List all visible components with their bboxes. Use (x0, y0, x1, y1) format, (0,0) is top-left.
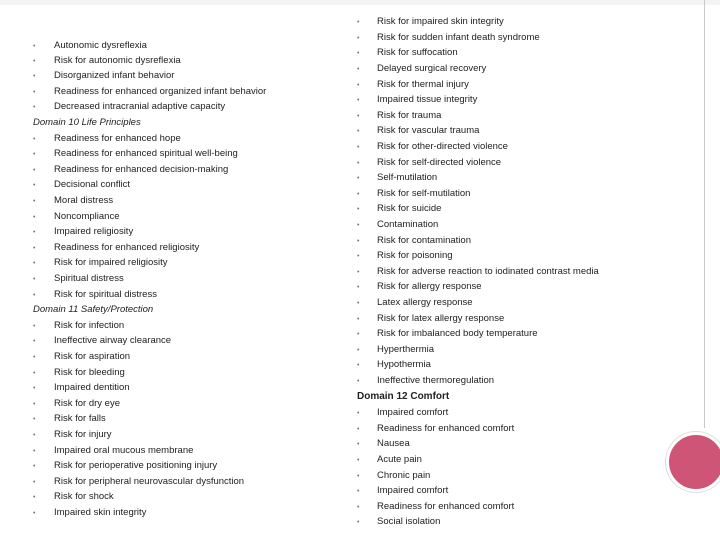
bullet-icon: • (357, 299, 360, 307)
list-item: Social isolation (377, 516, 441, 527)
domain-11-heading: Domain 11 Safety/Protection (33, 304, 154, 315)
bullet-icon: • (357, 377, 360, 385)
bullet-icon: • (357, 81, 360, 89)
bullet-icon: • (33, 135, 36, 143)
list-item: Risk for suicide (377, 203, 442, 214)
bullet-icon: • (357, 503, 360, 511)
bullet-icon: • (33, 384, 36, 392)
list-item: Risk for latex allergy response (377, 313, 505, 324)
list-item: Risk for impaired skin integrity (377, 16, 504, 27)
decorative-circle (666, 432, 720, 492)
list-item: Readiness for enhanced religiosity (54, 242, 200, 253)
bullet-icon: • (33, 166, 36, 174)
list-item: Readiness for enhanced comfort (377, 501, 515, 512)
bullet-icon: • (33, 493, 36, 501)
bullet-icon: • (33, 431, 36, 439)
list-item: Readiness for enhanced organized infant behavior (54, 86, 267, 97)
list-item: Risk for infection (54, 320, 125, 331)
bullet-icon: • (357, 315, 360, 323)
list-item: Risk for sudden infant death syndrome (377, 32, 540, 43)
bullet-icon: • (357, 143, 360, 151)
bullet-icon: • (357, 34, 360, 42)
bullet-icon: • (33, 337, 36, 345)
list-item: Risk for adverse reaction to iodinated contrast media (377, 266, 599, 277)
list-item: Impaired religiosity (54, 226, 134, 237)
list-item: Chronic pain (377, 470, 431, 481)
list-item: Risk for aspiration (54, 351, 131, 362)
list-item: Impaired tissue integrity (377, 94, 478, 105)
bullet-icon: • (357, 518, 360, 526)
list-item: Risk for shock (54, 491, 114, 502)
bullet-icon: • (357, 472, 360, 480)
list-item: Risk for allergy response (377, 281, 482, 292)
list-item: Ineffective airway clearance (54, 335, 172, 346)
list-item: Risk for suffocation (377, 47, 458, 58)
list-item: Readiness for enhanced spiritual well-being (54, 148, 238, 159)
list-item: Autonomic dysreflexia (54, 40, 147, 51)
list-item: Risk for dry eye (54, 398, 120, 409)
bullet-icon: • (33, 369, 36, 377)
bullet-icon: • (357, 425, 360, 433)
bullet-icon: • (33, 291, 36, 299)
list-item: Risk for impaired religiosity (54, 257, 168, 268)
bullet-icon: • (33, 509, 36, 517)
bullet-icon: • (33, 462, 36, 470)
list-item: Impaired comfort (377, 485, 449, 496)
list-item: Risk for self-directed violence (377, 157, 502, 168)
list-item: Readiness for enhanced hope (54, 133, 181, 144)
list-item: Hyperthermia (377, 344, 435, 355)
bullet-icon: • (33, 72, 36, 80)
bullet-icon: • (357, 440, 360, 448)
list-item: Readiness for enhanced comfort (377, 423, 515, 434)
bullet-icon: • (357, 174, 360, 182)
list-item: Readiness for enhanced decision-making (54, 164, 229, 175)
list-item: Risk for vascular trauma (377, 125, 480, 136)
list-item: Risk for trauma (377, 110, 442, 121)
list-item: Risk for autonomic dysreflexia (54, 55, 181, 66)
list-item: Risk for imbalanced body temperature (377, 328, 538, 339)
right-divider-line (704, 0, 705, 428)
bullet-icon: • (33, 322, 36, 330)
list-item: Impaired skin integrity (54, 507, 147, 518)
bullet-icon: • (33, 244, 36, 252)
bullet-icon: • (33, 42, 36, 50)
bullet-icon: • (357, 190, 360, 198)
bullet-icon: • (357, 112, 360, 120)
list-item: Risk for perioperative positioning injury (54, 460, 218, 471)
list-item: Risk for bleeding (54, 367, 125, 378)
list-item: Risk for peripheral neurovascular dysfunction (54, 476, 245, 487)
bullet-icon: • (357, 221, 360, 229)
list-item: Risk for spiritual distress (54, 289, 157, 300)
bullet-icon: • (33, 213, 36, 221)
list-item: Moral distress (54, 195, 114, 206)
list-item: Impaired oral mucous membrane (54, 445, 194, 456)
bullet-icon: • (33, 150, 36, 158)
list-item: Delayed surgical recovery (377, 63, 487, 74)
bullet-icon: • (357, 159, 360, 167)
bullet-icon: • (357, 456, 360, 464)
bullet-icon: • (33, 415, 36, 423)
bullet-icon: • (33, 447, 36, 455)
bullet-icon: • (357, 361, 360, 369)
bullet-icon: • (33, 197, 36, 205)
bullet-icon: • (357, 409, 360, 417)
list-item: Noncompliance (54, 211, 120, 222)
domain-10-heading: Domain 10 Life Principles (33, 117, 141, 128)
list-item: Impaired comfort (377, 407, 449, 418)
list-item: Self-mutilation (377, 172, 438, 183)
bullet-icon: • (357, 49, 360, 57)
list-item: Risk for contamination (377, 235, 471, 246)
bullet-icon: • (33, 181, 36, 189)
bullet-icon: • (33, 353, 36, 361)
list-item: Risk for injury (54, 429, 112, 440)
list-item: Impaired dentition (54, 382, 130, 393)
bullet-icon: • (33, 103, 36, 111)
bullet-icon: • (33, 478, 36, 486)
list-item: Ineffective thermoregulation (377, 375, 495, 386)
list-item: Hypothermia (377, 359, 431, 370)
list-item: Decreased intracranial adaptive capacity (54, 101, 226, 112)
list-item: Risk for self-mutilation (377, 188, 471, 199)
bullet-icon: • (357, 487, 360, 495)
bullet-icon: • (357, 127, 360, 135)
bullet-icon: • (357, 65, 360, 73)
bullet-icon: • (33, 259, 36, 267)
bullet-icon: • (357, 96, 360, 104)
bullet-icon: • (357, 252, 360, 260)
list-item: Latex allergy response (377, 297, 473, 308)
list-item: Risk for other-directed violence (377, 141, 508, 152)
list-item: Decisional conflict (54, 179, 131, 190)
list-item: Nausea (377, 438, 410, 449)
bullet-icon: • (357, 268, 360, 276)
list-item: Risk for thermal injury (377, 79, 469, 90)
bullet-icon: • (357, 283, 360, 291)
bullet-icon: • (357, 346, 360, 354)
bullet-icon: • (33, 88, 36, 96)
bullet-icon: • (357, 330, 360, 338)
list-item: Acute pain (377, 454, 422, 465)
list-item: Risk for falls (54, 413, 106, 424)
list-item: Risk for poisoning (377, 250, 453, 261)
bullet-icon: • (33, 400, 36, 408)
list-item: Contamination (377, 219, 439, 230)
list-item: Spiritual distress (54, 273, 124, 284)
list-item: Disorganized infant behavior (54, 70, 175, 81)
bullet-icon: • (33, 57, 36, 65)
domain-12-heading: Domain 12 Comfort (357, 391, 450, 402)
bullet-icon: • (357, 18, 360, 26)
top-border (0, 0, 720, 5)
bullet-icon: • (357, 205, 360, 213)
bullet-icon: • (33, 228, 36, 236)
bullet-icon: • (33, 275, 36, 283)
bullet-icon: • (357, 237, 360, 245)
